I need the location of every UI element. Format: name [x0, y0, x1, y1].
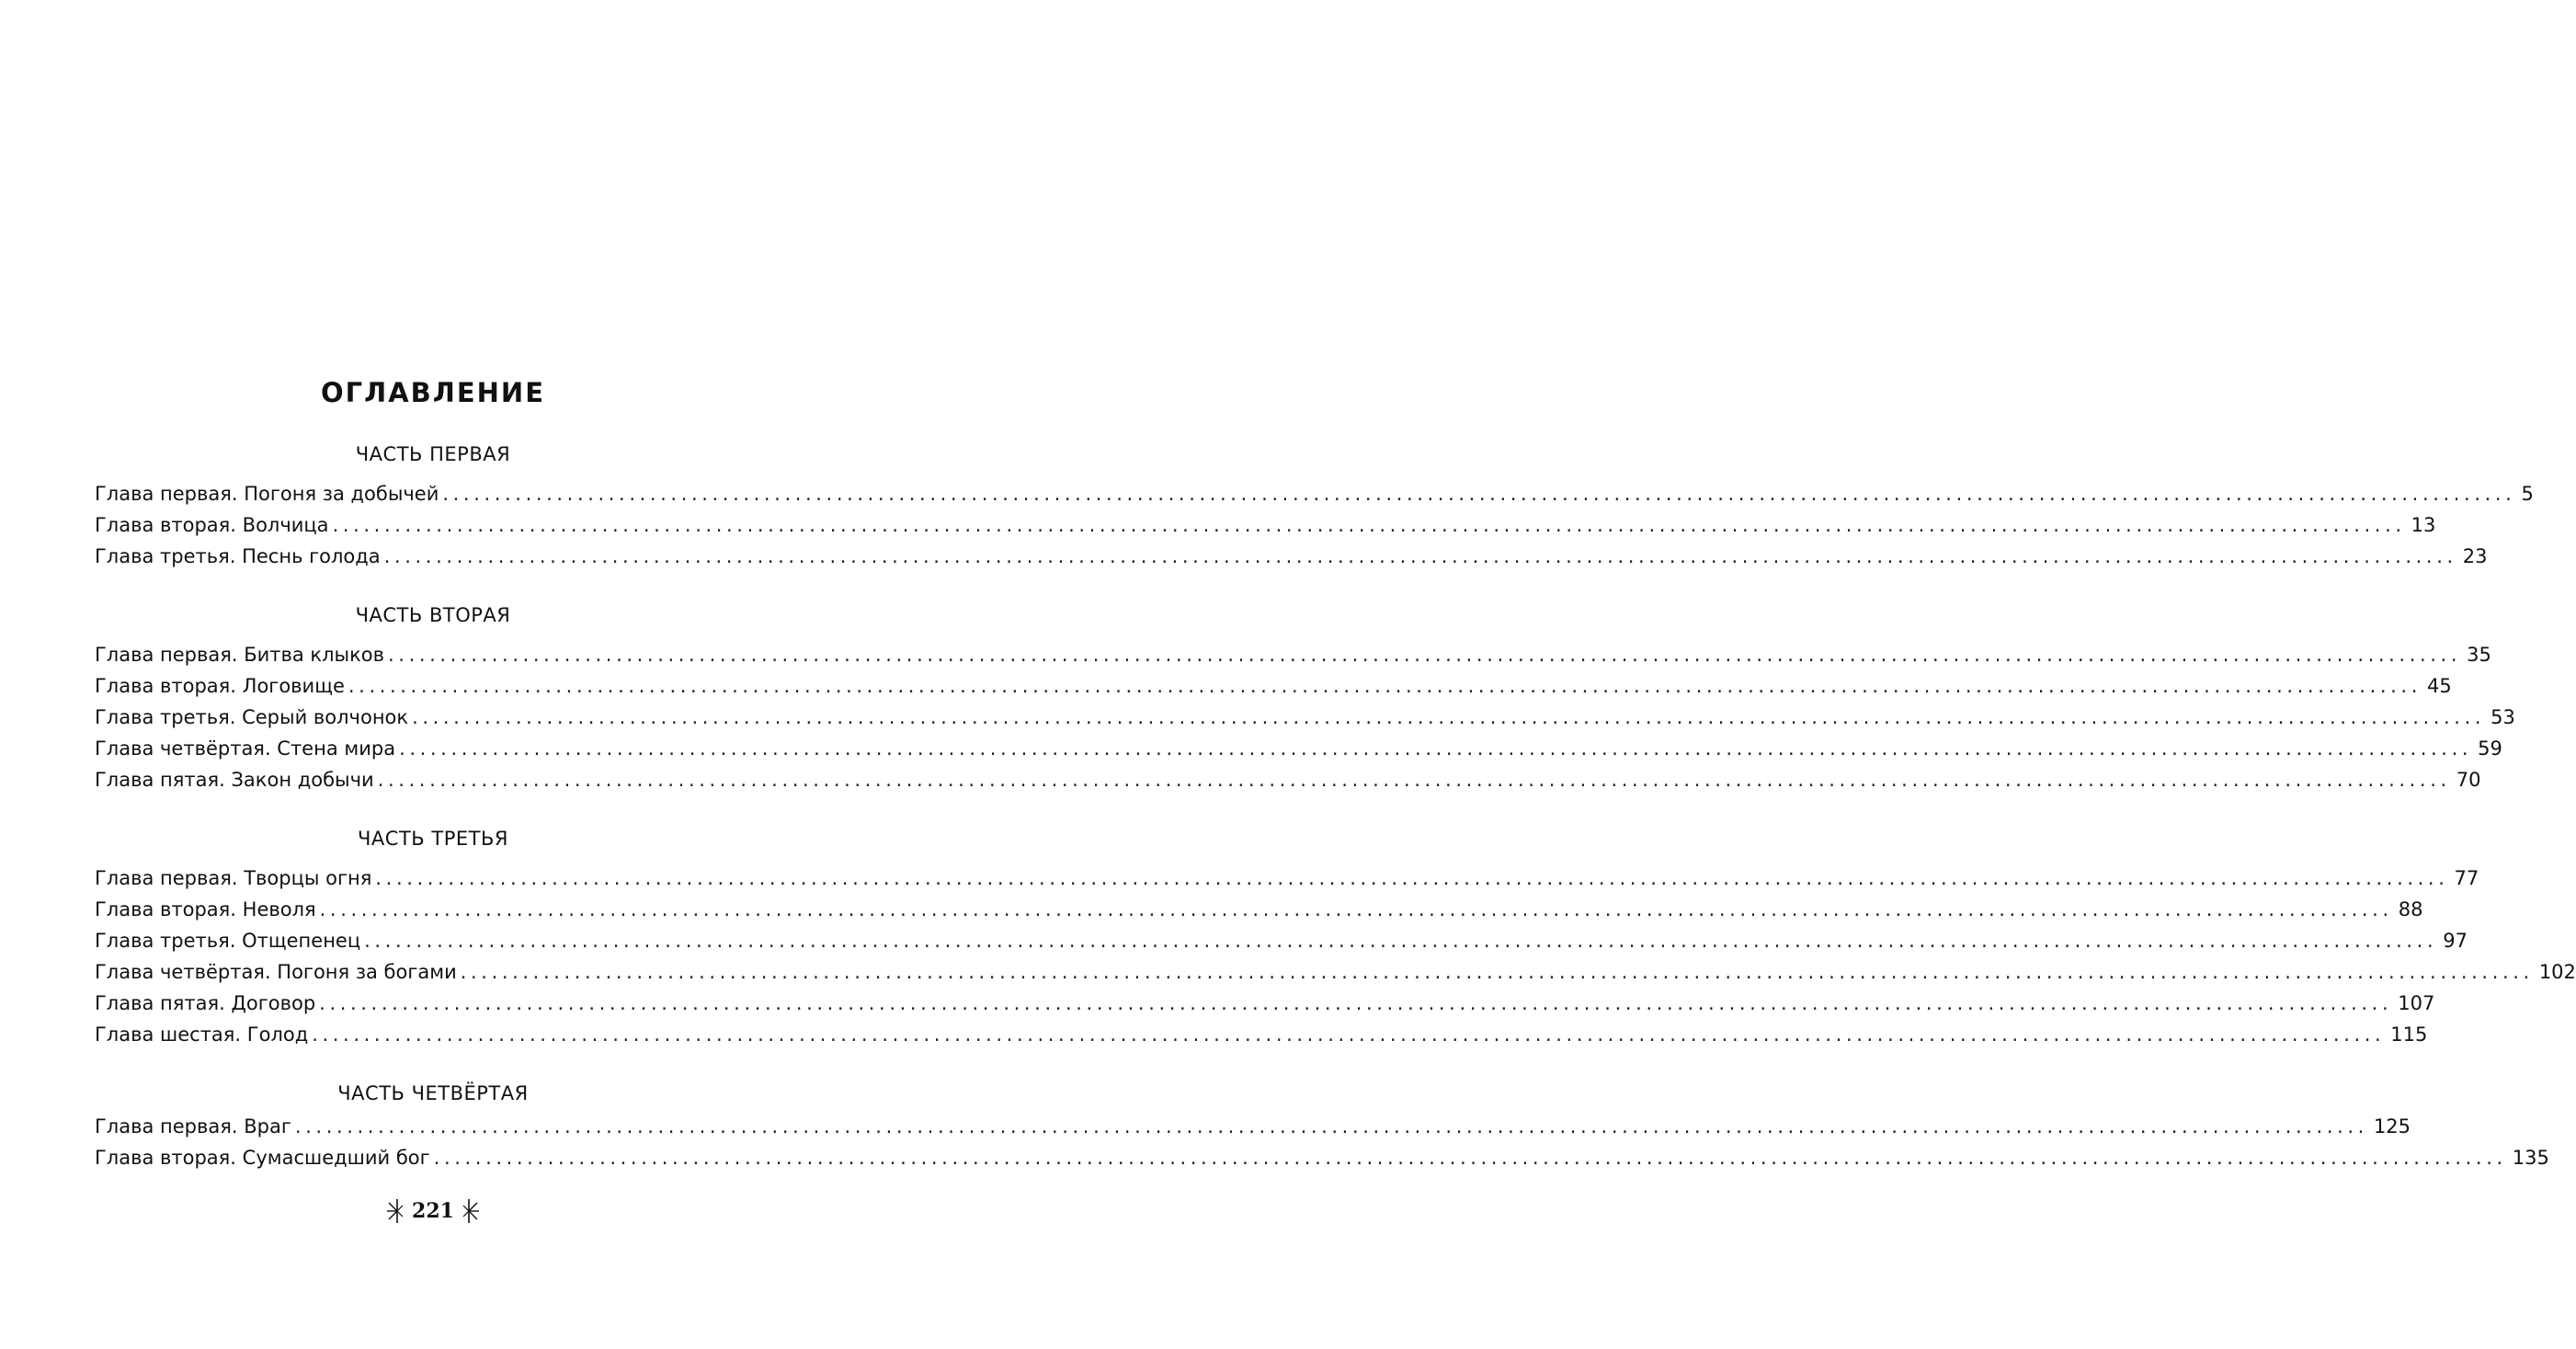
dot-leader: ........................................................................................................................................................................................................: [348, 675, 2422, 697]
toc-entry-page: 59: [2478, 737, 2502, 760]
toc-entry-title: Глава пятая. Закон добычи: [95, 769, 374, 791]
dot-leader: ........................................................................................................................................................................................................: [383, 545, 2457, 567]
toc-entry[interactable]: [95, 892, 2423, 923]
toc-entry-title: Глава третья. Серый волчонок: [95, 706, 409, 728]
toc-entry-page: 35: [2467, 644, 2491, 666]
toc-entry[interactable]: [95, 955, 2576, 986]
toc-entry[interactable]: [95, 669, 2452, 700]
toc-entry[interactable]: [95, 1140, 2549, 1172]
toc-entry-title: Глава пятая. Договор: [95, 992, 316, 1014]
dot-leader: ........................................................................................................................................................................................................: [312, 1023, 2386, 1046]
dot-leader: ........................................................................................................................................................................................................: [332, 514, 2406, 536]
section-title-part-3: ЧАСТЬ ТРЕТЬЯ: [358, 828, 508, 850]
toc-entry[interactable]: [95, 1017, 2428, 1048]
dot-leader: ........................................................................................................................................................................................................: [433, 1147, 2507, 1169]
toc-entry-page: 77: [2454, 867, 2479, 889]
toc-entry-title: Глава первая. Враг: [95, 1115, 291, 1138]
page-number: 221: [412, 1199, 454, 1223]
page-title: ОГЛАВЛЕНИЕ: [320, 377, 545, 408]
toc-entry-title: Глава третья. Отщепенец: [95, 930, 361, 952]
page-footer: [382, 1195, 484, 1227]
toc-entry[interactable]: [95, 1109, 2411, 1140]
toc-entry[interactable]: [95, 508, 2436, 539]
toc-entry[interactable]: [95, 637, 2491, 669]
toc-entry-title: Глава третья. Песнь голода: [95, 545, 381, 567]
toc-entry-page: 107: [2398, 992, 2435, 1014]
toc-entry-page: 102: [2538, 961, 2576, 983]
toc-entry-title: Глава первая. Погоня за добычей: [95, 483, 439, 505]
toc-entry[interactable]: [95, 986, 2435, 1017]
section-title-part-4: ЧАСТЬ ЧЕТВЁРТАЯ: [337, 1082, 529, 1104]
dot-leader: ........................................................................................................................................................................................................: [388, 644, 2462, 666]
section-title-part-1: ЧАСТЬ ПЕРВАЯ: [355, 443, 511, 465]
dot-leader: ........................................................................................................................................................................................................: [294, 1115, 2368, 1138]
toc-entry-title: Глава вторая. Неволя: [95, 898, 316, 920]
toc-entry-page: 45: [2426, 675, 2452, 697]
toc-entry-page: 5: [2521, 483, 2534, 505]
toc-entry-title: Глава вторая. Логовище: [95, 675, 345, 697]
toc-entry[interactable]: [95, 762, 2481, 794]
dot-leader: ........................................................................................................................................................................................................: [442, 483, 2516, 505]
dot-leader: ........................................................................................................................................................................................................: [412, 706, 2486, 728]
toc-entry-title: Глава первая. Творцы огня: [95, 867, 372, 889]
dot-leader: ........................................................................................................................................................................................................: [375, 867, 2449, 889]
toc-entry[interactable]: [95, 861, 2479, 892]
toc-entry-page: 53: [2491, 706, 2515, 728]
toc-entry-page: 88: [2398, 898, 2423, 920]
toc-entry[interactable]: [95, 700, 2515, 731]
dot-leader: ........................................................................................................................................................................................................: [399, 737, 2473, 760]
toc-entry-page: 23: [2462, 545, 2488, 567]
dot-leader: ........................................................................................................................................................................................................: [460, 961, 2534, 983]
dot-leader: ........................................................................................................................................................................................................: [319, 898, 2393, 920]
toc-entry-title: Глава вторая. Сумасшедший бог: [95, 1147, 430, 1169]
ornament-right-icon: [462, 1197, 481, 1225]
toc-entry[interactable]: [95, 539, 2488, 570]
toc-entry-page: 115: [2390, 1023, 2428, 1046]
toc-entry-title: Глава вторая. Волчица: [95, 514, 329, 536]
toc-entry-title: Глава четвёртая. Стена мира: [95, 737, 396, 760]
toc-entry[interactable]: [95, 476, 2534, 508]
toc-entry-page: 125: [2373, 1115, 2411, 1138]
dot-leader: ........................................................................................................................................................................................................: [319, 992, 2393, 1014]
ornament-left-icon: [385, 1197, 404, 1225]
toc-entry-title: Глава четвёртая. Погоня за богами: [95, 961, 457, 983]
toc-entry-title: Глава первая. Битва клыков: [95, 644, 385, 666]
toc-entry-page: 135: [2512, 1147, 2549, 1169]
toc-entry-page: 97: [2443, 930, 2468, 952]
dot-leader: ........................................................................................................................................................................................................: [377, 769, 2451, 791]
toc-entry-page: 70: [2456, 769, 2481, 791]
toc-entry[interactable]: [95, 731, 2502, 762]
section-title-part-2: ЧАСТЬ ВТОРАЯ: [355, 604, 511, 626]
toc-entry[interactable]: [95, 923, 2468, 955]
dot-leader: ........................................................................................................................................................................................................: [364, 930, 2438, 952]
toc-entry-title: Глава шестая. Голод: [95, 1023, 309, 1046]
toc-entry-page: 13: [2411, 514, 2436, 536]
